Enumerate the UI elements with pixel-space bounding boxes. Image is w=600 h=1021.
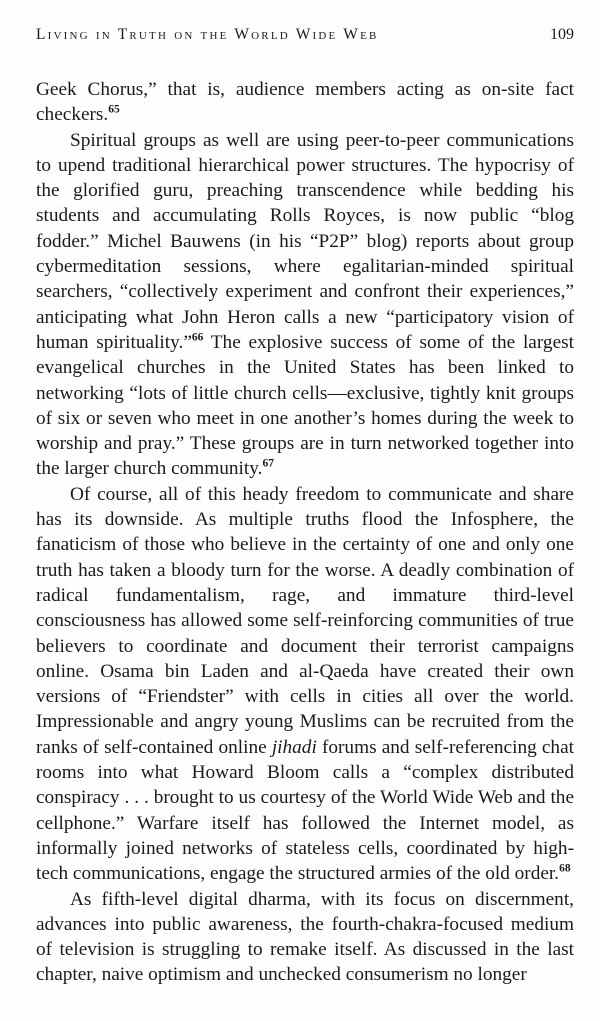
- paragraph: [36, 482, 574, 887]
- text-run: The explosive success of some of the largest evangelical churches in the United States has been linked to networking “lots of little church cells—exclusive, tightly knit groups of six or seven who meet in one another’s homes during the week to worship and pray.” These groups are in turn networked together into the larger church community.: [36, 331, 574, 480]
- body-text: [36, 77, 574, 988]
- text-run: Spiritual groups as well are using peer-to-peer communications to upend traditional hierarchical power structures. The hypocrisy of the glorified guru, preaching transcendence while bedding his students and accumulating Rolls Royces, is now public “blog fodder.” Michel Bauwens (in his “P2P” blog) reports about group cybermeditation sessions, where egalitarian-minded spiritual searchers, “collectively experiment and confront their experiences,” anticipating what John Heron calls a new “participatory vision of human spirituality.”: [36, 129, 574, 353]
- running-head: [36, 26, 574, 48]
- italic-term: jihadi: [271, 736, 317, 758]
- footnote-ref: 65: [108, 103, 120, 116]
- paragraph: [36, 128, 574, 482]
- text-run: Of course, all of this heady freedom to communicate and share has its downside. As multiple truths flood the Infosphere, the fanaticism of those who believe in the certainty of one and only one truth has taken a bloody turn for the worse. A deadly combination of radical fundamentalism, rage, and immature third-level consciousness has allowed some self-reinforcing communities of true believers to coordinate and document their terrorist campaigns online. Osama bin Laden and al-Qaeda have created their own versions of “Friendster” with cells in cities all over the world. Impressionable and angry young Muslims can be recruited from the ranks of self-contained online: [36, 483, 574, 758]
- footnote-ref: 66: [191, 331, 204, 344]
- page-number: 109: [550, 26, 574, 43]
- paragraph: [36, 77, 574, 128]
- footnote-ref: 67: [262, 458, 274, 471]
- text-run: As fifth-level digital dharma, with its focus on discernment, advances into public awareness, the fourth-chakra-focused medium of television is struggling to remake itself. As discussed in the last chapter, naive optimism and unchecked consumerism no longer: [36, 888, 574, 986]
- text-run: Geek Chorus,” that is, audience members acting as on-site fact checkers.: [36, 79, 574, 126]
- running-title: Living in Truth on the World Wide Web: [36, 26, 379, 43]
- paragraph: [36, 887, 574, 988]
- footnote-ref: 68: [559, 862, 571, 875]
- text-run: forums and self-referencing chat rooms into what Howard Bloom calls a “complex distributed conspiracy . . . brought to us courtesy of the World Wide Web and the cellphone.” Warfare itself has followed the Internet model, as informally joined networks of stateless cells, coordinated by high-tech communications, engage the structured armies of the old order.: [36, 736, 574, 885]
